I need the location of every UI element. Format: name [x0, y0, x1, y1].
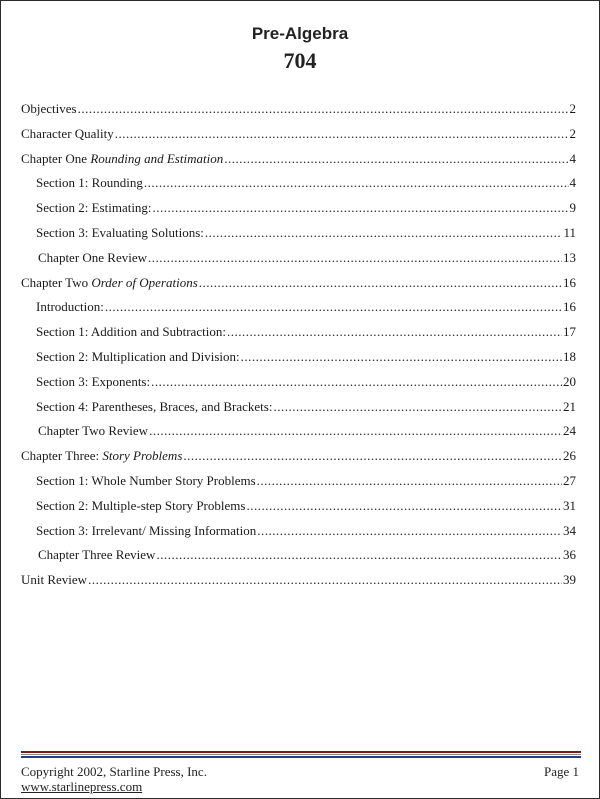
toc-entry-text: Section 2: Multiplication and Division: — [36, 348, 240, 364]
toc-entry-subtitle: Rounding and Estimation — [90, 150, 224, 166]
toc-entry — [21, 324, 576, 349]
toc-dot-leader — [105, 299, 562, 315]
toc-entry — [21, 473, 576, 498]
document-title: Pre-Algebra — [251, 24, 349, 43]
toc-dot-leader — [224, 151, 568, 167]
toc-entry-label — [36, 200, 152, 216]
toc-entry-text: Objectives — [21, 101, 77, 116]
toc-entry-page: 26 — [563, 448, 576, 464]
toc-entry-page: 17 — [563, 324, 576, 340]
toc-entry — [21, 275, 576, 300]
toc-entry — [21, 250, 576, 275]
toc-entry-label — [21, 448, 182, 464]
toc-entry-label — [38, 423, 148, 439]
toc-entry-label — [36, 498, 245, 514]
toc-dot-leader — [227, 324, 562, 340]
toc-entry — [21, 299, 576, 324]
toc-entry-page: 2 — [569, 125, 576, 141]
toc-entry-label — [38, 250, 147, 266]
toc-entry-label — [36, 523, 256, 539]
toc-dot-leader — [156, 547, 562, 563]
toc-entry — [21, 151, 576, 176]
toc-entry-label — [36, 473, 256, 489]
toc-dot-leader — [153, 200, 569, 216]
toc-dot-leader — [257, 473, 562, 489]
toc-dot-leader — [149, 423, 562, 439]
toc-entry-page: 27 — [563, 472, 576, 488]
toc-entry-page: 18 — [563, 348, 576, 364]
toc-entry-label — [36, 225, 204, 241]
toc-entry-page: 24 — [563, 423, 576, 439]
toc-entry — [21, 423, 576, 448]
toc-entry-text: Chapter One Review — [38, 249, 148, 265]
document-number: 704 — [283, 48, 317, 73]
toc-entry-label — [21, 126, 114, 142]
toc-entry-subtitle: Story Problems — [102, 448, 183, 464]
toc-entry-text: Character Quality — [21, 125, 114, 141]
toc-dot-leader — [151, 374, 562, 390]
toc-entry — [21, 126, 576, 151]
toc-entry-label — [36, 175, 143, 191]
footer-rule-top — [21, 751, 581, 753]
toc-entry-label — [36, 299, 104, 315]
toc-entry-label — [38, 547, 155, 563]
toc-entry-page: 11 — [563, 224, 576, 240]
toc-entry-page: 39 — [563, 572, 576, 588]
toc-entry — [21, 399, 576, 424]
toc-entry-text: Section 1: Rounding — [36, 175, 143, 191]
toc-dot-leader — [246, 498, 562, 514]
toc-entry — [21, 175, 576, 200]
toc-entry-page: 16 — [563, 274, 576, 290]
toc-entry-text: Chapter Two — [21, 274, 92, 290]
toc-entry — [21, 225, 576, 250]
toc-dot-leader — [273, 399, 562, 415]
toc-entry-page: 2 — [569, 101, 576, 116]
toc-entry-label — [21, 275, 198, 291]
toc-entry-page: 36 — [563, 547, 576, 563]
page-number: Page 1 — [543, 764, 579, 779]
toc-entry-page: 21 — [563, 398, 576, 414]
toc-entry — [21, 101, 576, 126]
toc-entry-text: Section 3: Evaluating Solutions: — [36, 224, 204, 240]
toc-entry-text: Section 1: Addition and Subtraction: — [36, 324, 226, 340]
table-of-contents — [21, 101, 576, 597]
toc-entry — [21, 498, 576, 523]
toc-entry-label — [36, 399, 272, 415]
toc-dot-leader — [183, 448, 562, 464]
toc-dot-leader — [257, 523, 562, 539]
website-link[interactable]: www.starlinepress.com — [21, 779, 143, 794]
footer-rule-middle — [21, 754, 581, 755]
toc-entry — [21, 200, 576, 225]
toc-dot-leader — [199, 275, 562, 291]
toc-entry-text: Chapter Three: — [21, 448, 103, 464]
toc-entry-page: 9 — [569, 200, 576, 216]
toc-entry-text: Chapter Two Review — [38, 423, 149, 439]
toc-entry-label — [21, 101, 77, 117]
toc-entry — [21, 572, 576, 597]
toc-dot-leader — [241, 349, 562, 365]
toc-entry-text: Section 2: Multiple-step Story Problems — [36, 497, 246, 513]
toc-entry-subtitle: Order of Operations — [91, 274, 198, 290]
toc-dot-leader — [78, 101, 569, 117]
footer-left — [21, 764, 207, 794]
toc-entry-text: Unit Review — [21, 572, 88, 588]
toc-entry-text: Section 3: Irrelevant/ Missing Information — [36, 522, 257, 538]
toc-entry-page: 20 — [563, 373, 576, 389]
toc-entry-page: 34 — [563, 522, 576, 538]
toc-dot-leader — [148, 250, 562, 266]
toc-entry — [21, 448, 576, 473]
toc-entry-text: Section 4: Parentheses, Braces, and Brackets: — [36, 398, 273, 414]
copyright-text: Copyright 2002, Starline Press, Inc. — [21, 764, 207, 779]
toc-entry-page: 4 — [569, 175, 576, 191]
toc-dot-leader — [88, 572, 562, 588]
toc-entry — [21, 547, 576, 572]
toc-entry-text: Chapter Three Review — [38, 547, 156, 563]
toc-dot-leader — [115, 126, 569, 142]
toc-entry — [21, 349, 576, 374]
toc-entry-text: Introduction: — [36, 299, 104, 315]
toc-dot-leader — [205, 225, 563, 241]
toc-entry-text: Section 2: Estimating: — [36, 200, 152, 216]
toc-entry-page: 31 — [563, 497, 576, 513]
toc-dot-leader — [144, 175, 569, 191]
toc-entry-page: 4 — [569, 150, 576, 166]
toc-entry-label — [21, 151, 223, 167]
toc-entry — [21, 523, 576, 548]
footer-rule-bottom — [21, 756, 581, 758]
toc-entry-page: 13 — [563, 249, 576, 265]
toc-entry — [21, 374, 576, 399]
toc-entry-label — [36, 374, 150, 390]
toc-entry-text: Section 1: Whole Number Story Problems — [36, 472, 256, 488]
toc-entry-page: 16 — [563, 299, 576, 315]
toc-entry-text: Section 3: Exponents: — [36, 373, 151, 389]
toc-entry-label — [21, 572, 87, 588]
toc-entry-text: Chapter One — [21, 150, 91, 166]
toc-entry-label — [36, 349, 240, 365]
toc-entry-label — [36, 324, 226, 340]
